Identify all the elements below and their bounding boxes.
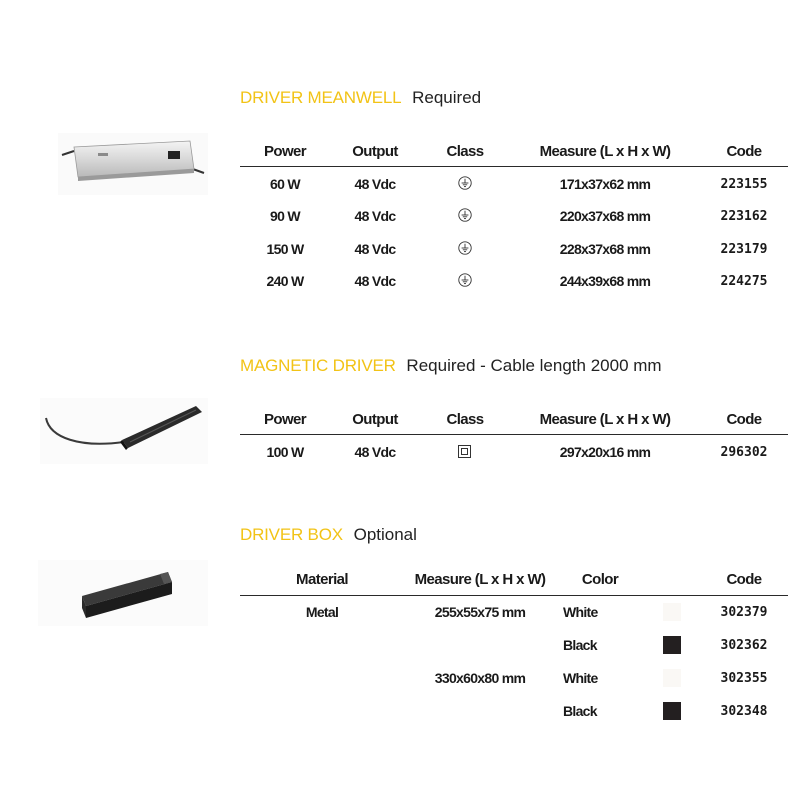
black-swatch [663, 702, 681, 720]
output-cell: 48 Vdc [354, 176, 396, 192]
box-header-color: Color [581, 571, 619, 588]
code-cell: 296302 [720, 445, 768, 460]
magnetic-header-power: Power [263, 411, 307, 428]
box-subtitle: Optional [353, 525, 417, 544]
measure-cell: 255x55x75 mm [434, 604, 526, 620]
color-cell: Black [563, 703, 597, 719]
code-cell: 302362 [720, 638, 768, 653]
meanwell-header-power: Power [263, 143, 307, 160]
code-cell: 302348 [720, 704, 768, 719]
color-cell: White [563, 604, 598, 620]
magnetic-title [240, 356, 662, 376]
meanwell-header-code: Code [726, 143, 762, 160]
magnetic-header-code: Code [726, 411, 762, 428]
ground-icon [458, 273, 472, 287]
code-cell: 302355 [720, 671, 768, 686]
code-cell: 224275 [720, 274, 768, 289]
box-header-rule [240, 595, 788, 596]
code-cell: 223162 [720, 209, 768, 224]
ground-icon [458, 241, 472, 255]
power-cell: 240 W [266, 273, 304, 289]
driver-box-image [38, 560, 208, 626]
box-title [240, 525, 417, 545]
box-header-material: Material [296, 571, 348, 588]
ground-icon [458, 208, 472, 222]
output-cell: 48 Vdc [354, 241, 396, 257]
white-swatch [663, 603, 681, 621]
measure-cell: 228x37x68 mm [559, 241, 651, 257]
magnetic-header-output: Output [352, 411, 398, 428]
output-cell: 48 Vdc [354, 208, 396, 224]
power-cell: 150 W [266, 241, 304, 257]
meanwell-header-output: Output [352, 143, 398, 160]
code-cell: 223179 [720, 242, 768, 257]
magnetic-header-rule [240, 434, 788, 435]
class-ii-icon [458, 445, 471, 458]
ground-icon [458, 176, 472, 190]
power-cell: 60 W [270, 176, 300, 192]
power-cell: 90 W [270, 208, 300, 224]
box-header-measure: Measure (L x H x W) [414, 571, 546, 588]
magnetic-header-class: Class [446, 411, 484, 428]
magnetic-subtitle: Required - Cable length 2000 mm [406, 356, 662, 375]
box-title-accent: DRIVER BOX [240, 525, 343, 544]
meanwell-header-class: Class [446, 143, 484, 160]
magnetic-title-accent: MAGNETIC DRIVER [240, 356, 396, 375]
meanwell-title [240, 88, 481, 108]
material-cell: Metal [305, 604, 339, 620]
meanwell-header-measure: Measure (L x H x W) [539, 143, 671, 160]
output-cell: 48 Vdc [354, 273, 396, 289]
code-cell: 223155 [720, 177, 768, 192]
meanwell-title-accent: DRIVER MEANWELL [240, 88, 402, 107]
meanwell-driver-image [58, 133, 208, 195]
power-cell: 100 W [266, 444, 304, 460]
black-swatch [663, 636, 681, 654]
meanwell-subtitle: Required [412, 88, 482, 107]
code-cell: 302379 [720, 605, 768, 620]
output-cell: 48 Vdc [354, 444, 396, 460]
measure-cell: 244x39x68 mm [559, 273, 651, 289]
measure-cell: 171x37x62 mm [559, 176, 651, 192]
magnetic-header-measure: Measure (L x H x W) [539, 411, 671, 428]
color-cell: White [563, 670, 598, 686]
magnetic-driver-image [40, 398, 208, 464]
measure-cell: 330x60x80 mm [434, 670, 526, 686]
measure-cell: 220x37x68 mm [559, 208, 651, 224]
meanwell-header-rule [240, 166, 788, 167]
color-cell: Black [563, 637, 597, 653]
box-header-code: Code [726, 571, 762, 588]
white-swatch [663, 669, 681, 687]
measure-cell: 297x20x16 mm [559, 444, 651, 460]
